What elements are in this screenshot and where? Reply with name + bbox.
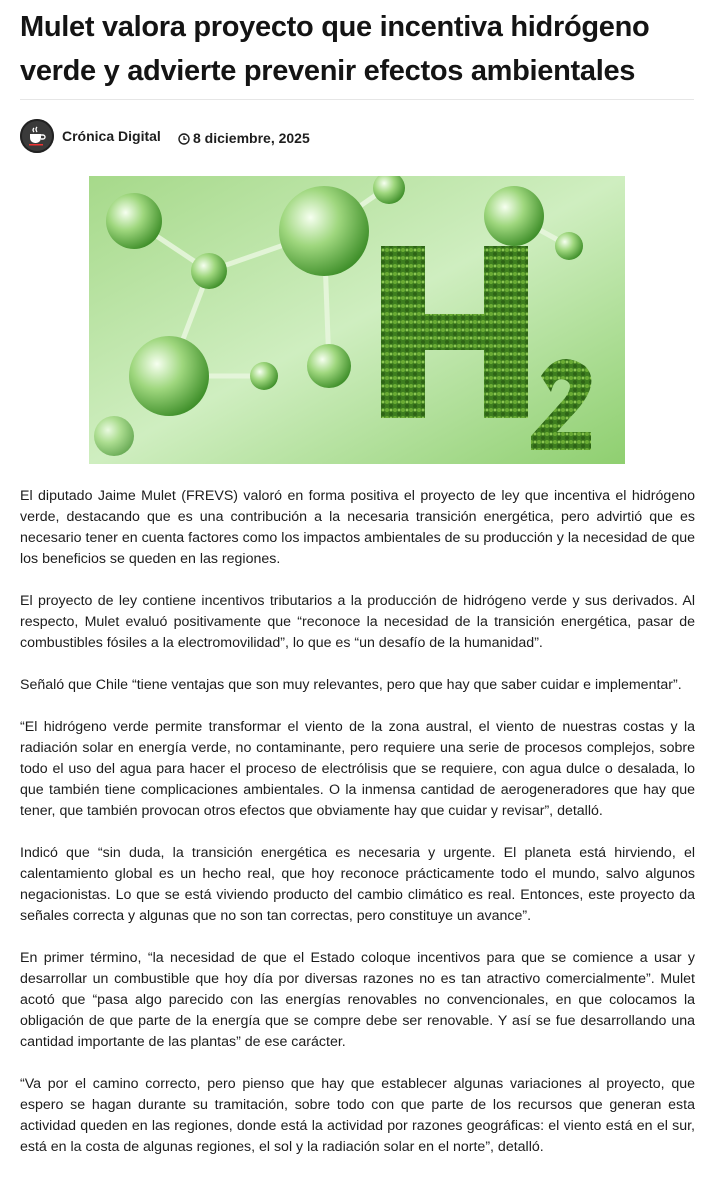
author-name[interactable]: Crónica Digital [62, 128, 161, 144]
publish-date [178, 130, 310, 146]
coffee-cup-icon [26, 125, 48, 147]
paragraph: “El hidrógeno verde permite transformar el viento de la zona austral, el viento de nuestras costas y la radiación solar en energía verde, no contaminante, pero requiere una serie de procesos complejos, sobre todo el uso del agua para hacer el proceso de electrólisis que se requiere, con agua dulce o desalada, lo que también tiene complicaciones ambientales. O la inmensa cantidad de aerogeneradores que hay que tener, que también provocan otros efectos que obviamente hay que cuidar y revisar”, detalló. [20, 719, 695, 819]
author-avatar[interactable] [20, 119, 54, 153]
publish-date-text: 8 diciembre, 2025 [193, 130, 310, 146]
clock-icon [178, 133, 190, 145]
hydrogen-h2-image [89, 176, 625, 464]
paragraph: “Va por el camino correcto, pero pienso que hay que establecer algunas variaciones al proyecto, que espero se hagan durante su tramitación, sobre todo con que parte de los recursos que generan esta actividad queden en las regiones, donde está la actividad por razones geográficas: el viento está en el sur, está en la costa de algunas regiones, el sol y la radiación solar en el norte”, detalló. [20, 1076, 695, 1155]
paragraph: El diputado Jaime Mulet (FREVS) valoró en forma positiva el proyecto de ley que incentiva el hidrógeno verde, destacando que es una contribución a la necesaria transición energética, pero advirtió que es necesario tener en cuenta factores como los impactos ambientales de su producción y la necesidad de que los beneficios se queden en las regiones. [20, 488, 695, 567]
hero-image [89, 176, 625, 464]
paragraph: Indicó que “sin duda, la transición energética es necesaria y urgente. El planeta está hirviendo, el calentamiento global es un hecho real, que hoy reconoce prácticamente todo el mundo, salvo algunos negacionistas. Lo que se está viviendo producto del cambio climático es real. Entonces, este proyecto da señales correcta y algunas que no son tan correctas, pero constituye un avance”. [20, 845, 695, 924]
paragraph: Señaló que Chile “tiene ventajas que son muy relevantes, pero que hay que saber cuidar e implementar”. [20, 677, 682, 693]
paragraph: El proyecto de ley contiene incentivos tributarios a la producción de hidrógeno verde y sus derivados. Al respecto, Mulet evaluó positivamente que “reconoce la necesidad de la transición energética, pasar de combustibles fósiles a la electromovilidad”, lo que es “un desafío de la humanidad”. [20, 593, 695, 651]
paragraph: En primer término, “la necesidad de que el Estado coloque incentivos para que se comience a usar y desarrollar un combustible que hoy día por diversas razones no es tan atractivo comercialmente”. Mulet acotó que “pasa algo parecido con las energías renovables no convencionales, en que colocamos la obligación de que parte de la energía que se compre debe ser renovable. Y así se fue desarrollando una cantidad importante de las plantas” de ese carácter. [20, 950, 695, 1050]
title-divider [20, 99, 694, 100]
article-body [20, 486, 695, 1179]
article-title: Mulet valora proyecto que incentiva hidrógeno verde y advierte prevenir efectos ambientales [20, 11, 650, 87]
article-meta [20, 119, 700, 155]
